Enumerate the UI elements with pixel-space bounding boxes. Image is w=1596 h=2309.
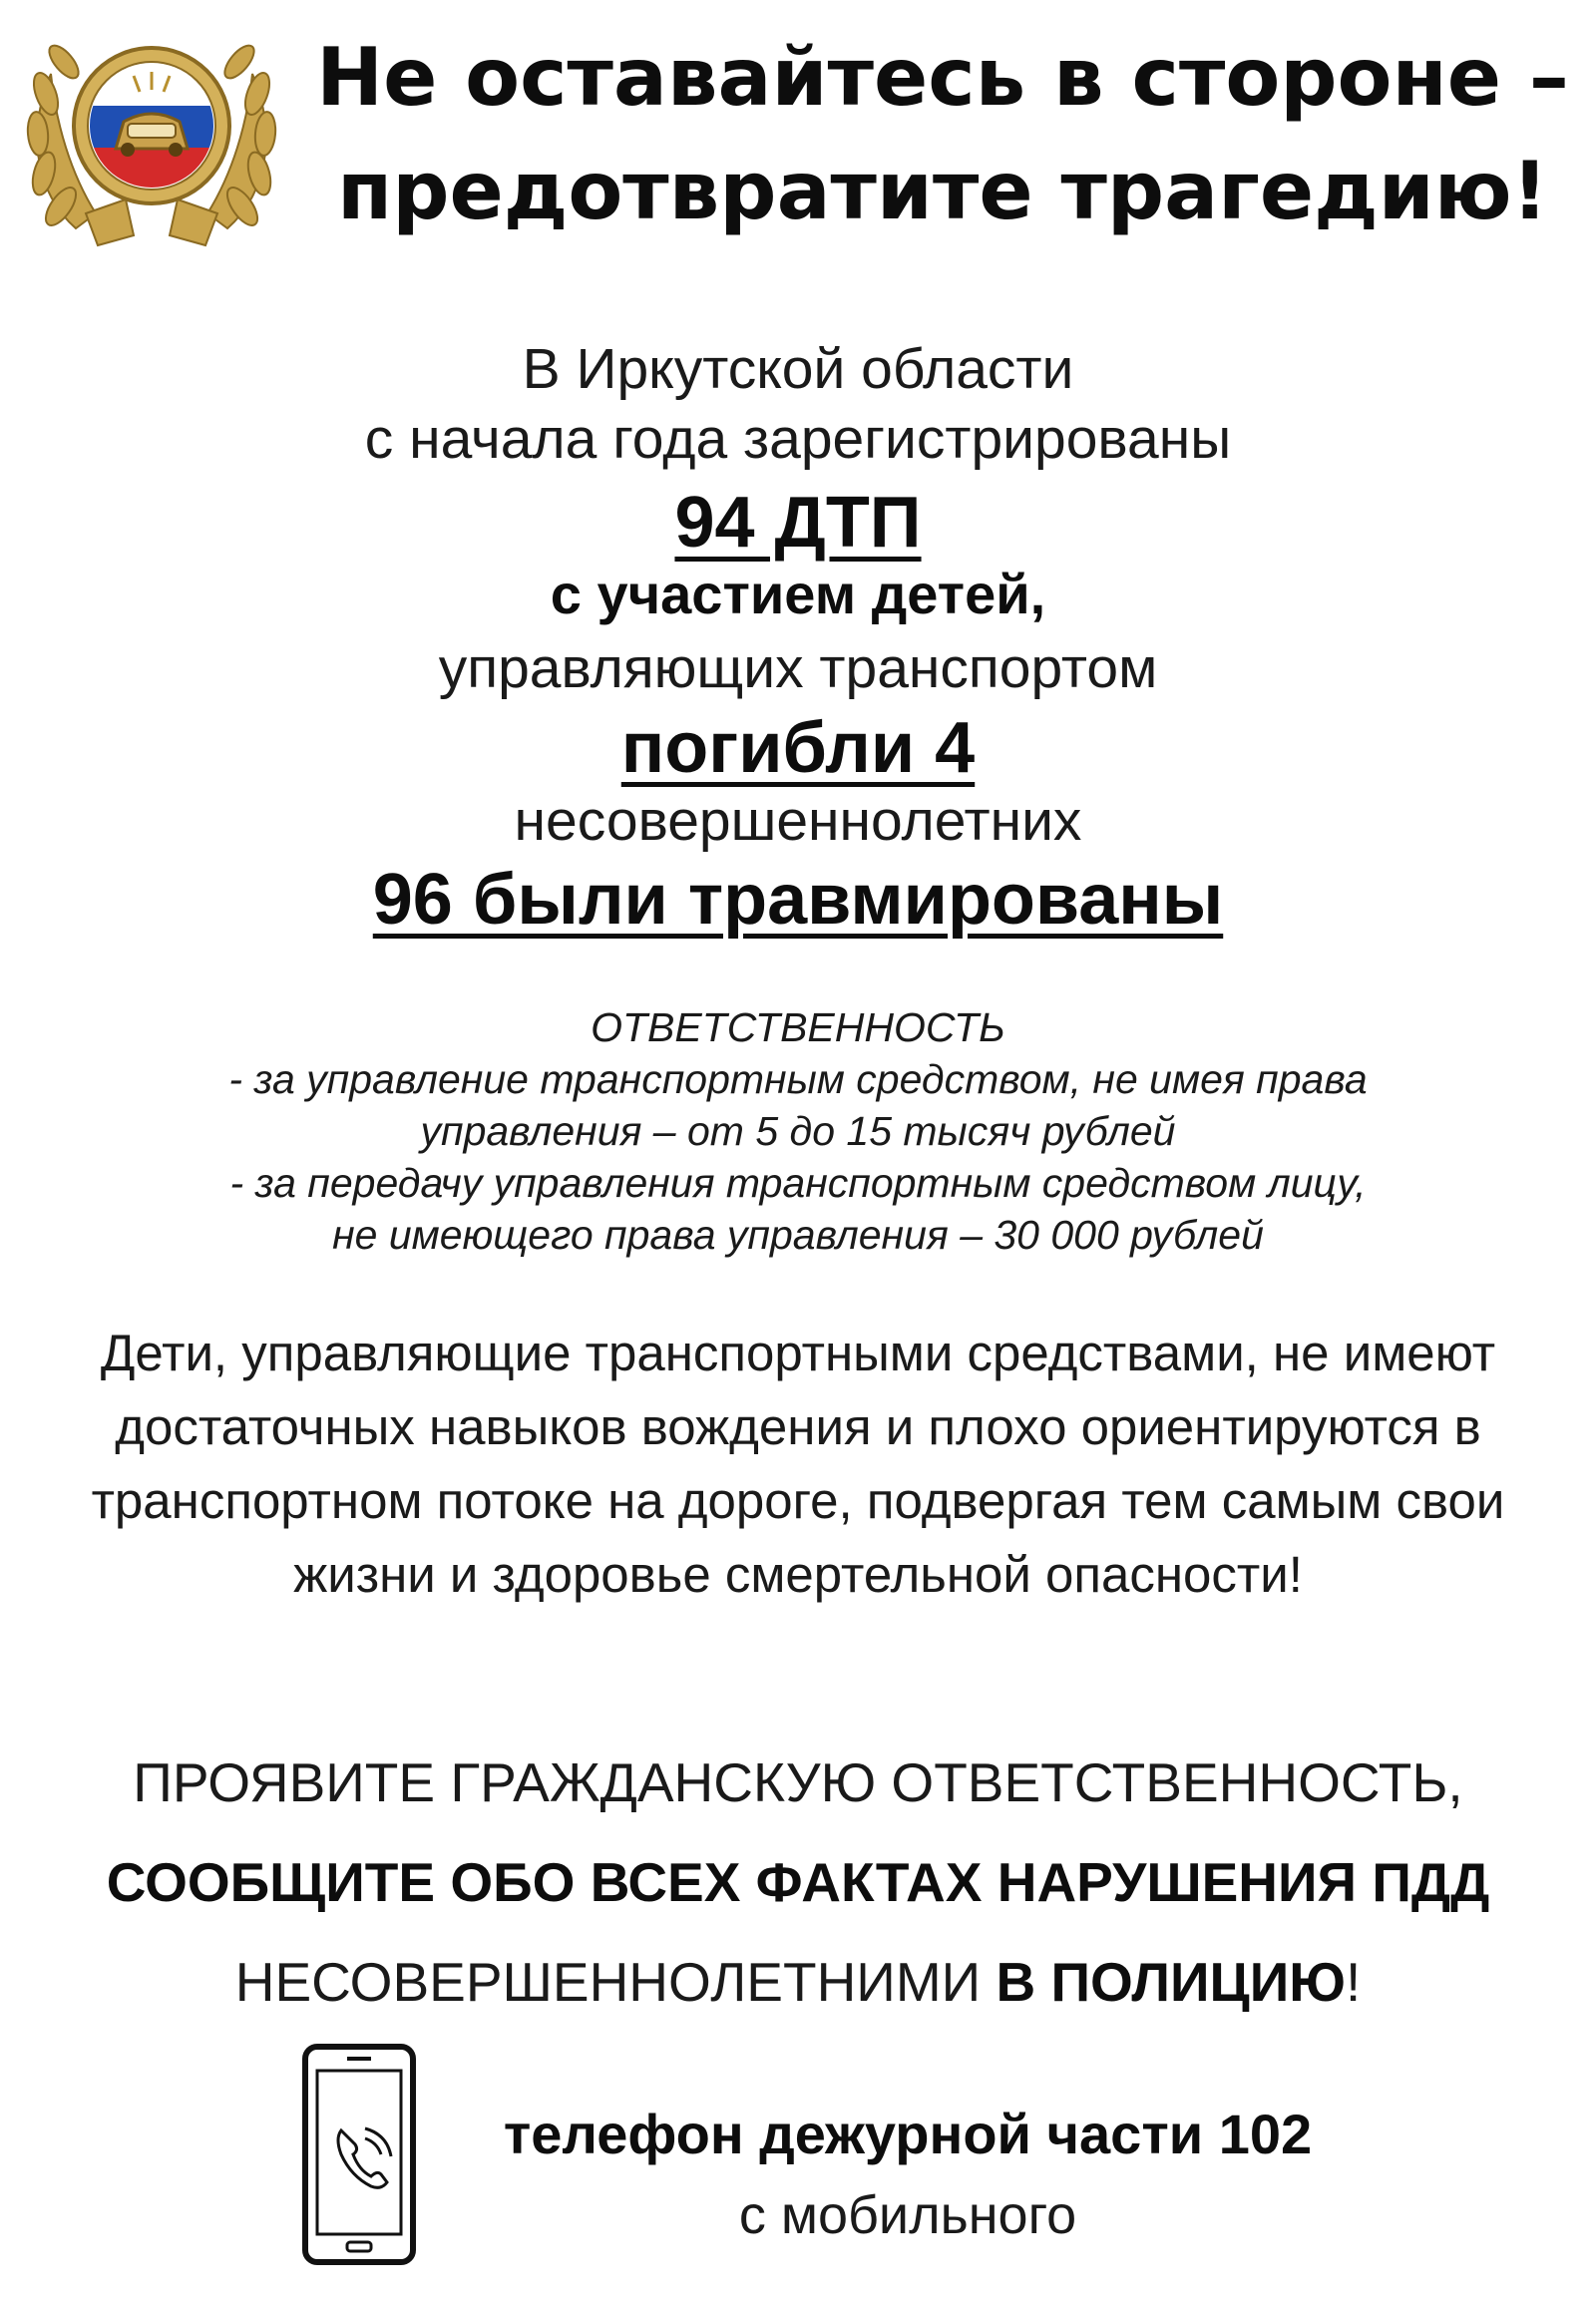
headline-line-1: Не оставайтесь в стороне – <box>316 31 1569 124</box>
call-line-3 <box>0 1951 1596 2013</box>
stats-minors: несовершеннолетних <box>514 789 1082 853</box>
traffic-police-emblem <box>16 14 287 253</box>
phone-icon <box>299 2043 419 2267</box>
paragraph-line-2: достаточных навыков вождения и плохо ориентируются в <box>115 1398 1481 1455</box>
paragraph-line-3: транспортном потоке на дороге, подвергая тем самым свои <box>91 1472 1505 1529</box>
liability-title: ОТВЕТСТВЕННОСТЬ <box>591 1004 1005 1050</box>
stat-accidents: 94 ДТП <box>674 483 922 563</box>
headline-line-2: предотвратите трагедию! <box>336 145 1549 237</box>
liability-line-1: - за управление транспортным средством, не имея права <box>228 1056 1368 1102</box>
warning-paragraph <box>20 1317 1576 1612</box>
liability-line-4: не имеющего права управления – 30 000 рублей <box>332 1212 1264 1258</box>
stats-driving: управляющих транспортом <box>438 636 1158 700</box>
call-line-3-bold: В ПОЛИЦИЮ <box>996 1951 1346 2013</box>
paragraph-line-1: Дети, управляющие транспортными средствами, не имеют <box>100 1325 1496 1381</box>
call-line-3-end: ! <box>1345 1951 1362 2013</box>
stats-region: В Иркутской области <box>522 337 1074 401</box>
duty-phone-number: телефон дежурной части 102 <box>503 2103 1313 2165</box>
from-mobile-note: с мобильного <box>738 2185 1077 2245</box>
liability-line-2: управления – от 5 до 15 тысяч рублей <box>420 1108 1176 1154</box>
stats-with-children: с участием детей, <box>550 563 1046 625</box>
liability-line-3: - за передачу управления транспортным средством лицу, <box>229 1160 1367 1206</box>
call-line-1: ПРОЯВИТЕ ГРАЖДАНСКУЮ ОТВЕТСТВЕННОСТЬ, <box>133 1751 1463 1813</box>
stats-since-year: с начала года зарегистрированы <box>364 407 1232 471</box>
stat-killed: погибли 4 <box>620 708 976 788</box>
call-line-2: СООБЩИТЕ ОБО ВСЕХ ФАКТАХ НАРУШЕНИЯ ПДД <box>106 1851 1490 1913</box>
call-line-3-normal: НЕСОВЕРШЕННОЛЕТНИМИ <box>234 1951 997 2013</box>
stat-injured: 96 были травмированы <box>372 860 1224 940</box>
paragraph-line-4: жизни и здоровье смертельной опасности! <box>293 1546 1303 1603</box>
